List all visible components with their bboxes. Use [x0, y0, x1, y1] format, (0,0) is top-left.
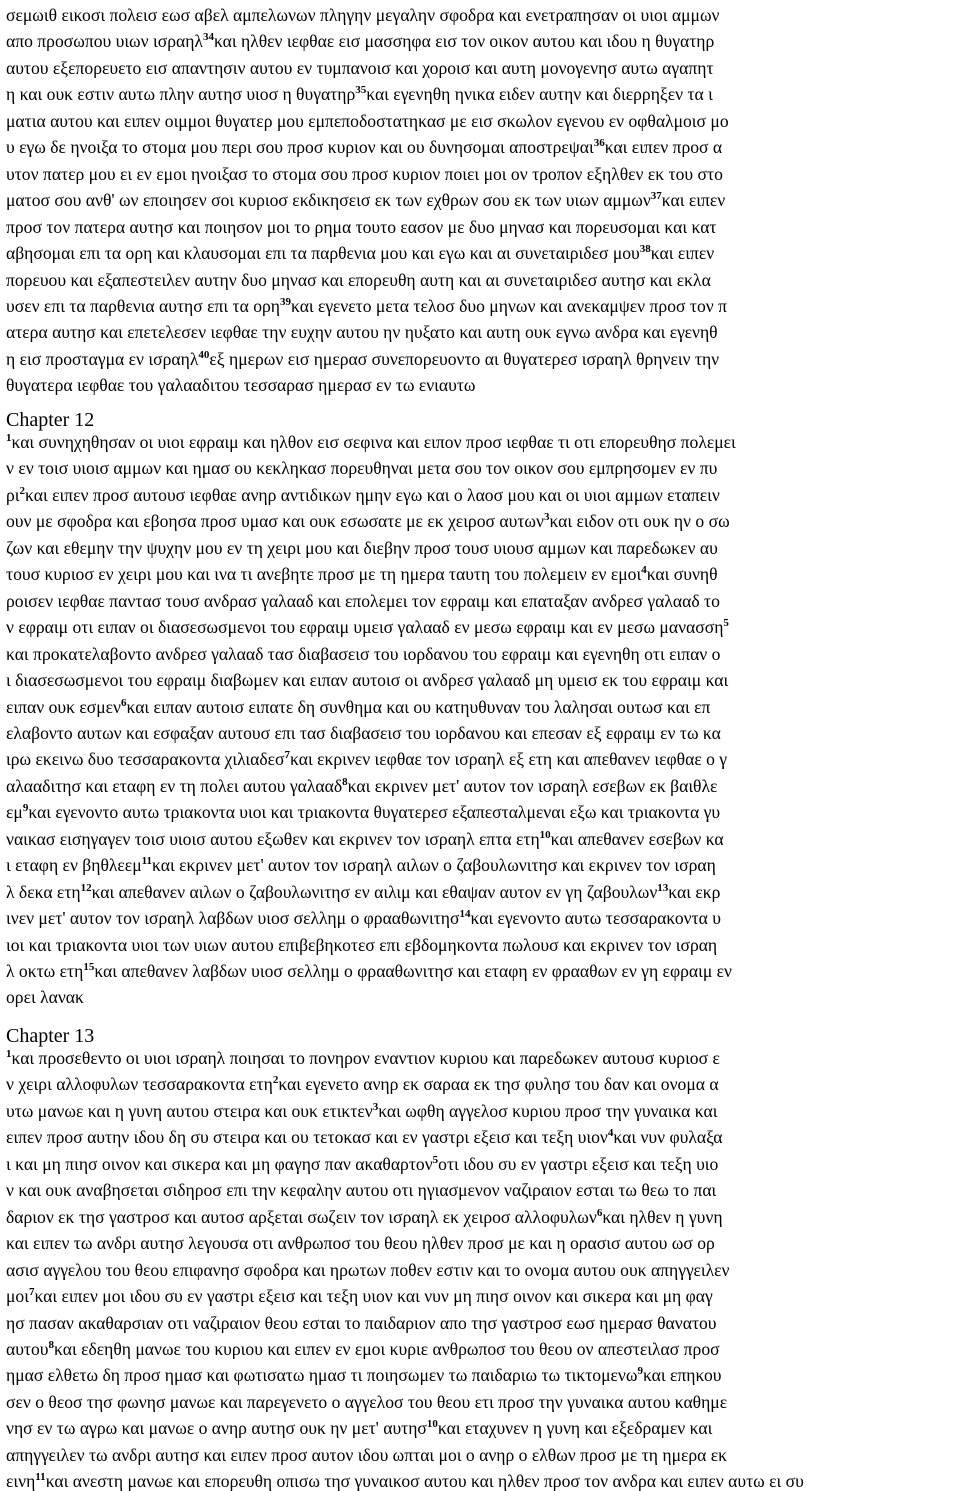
verse-text: ροισεν ιεφθαε παντασ τουσ ανδρασ γαλααδ και επολεμει τον εφραιμ και επαταξαν ανδρεσ γαλααδ το: [6, 590, 720, 611]
verse-text: εξ ημερων εισ ημερασ συνεπορευοντο αι θυγατερεσ ισραηλ θρηνειν την: [209, 348, 720, 369]
verse-number: 5: [723, 617, 729, 630]
verse-number: 11: [141, 855, 153, 868]
verse-text: και εκρινεν μετ' αυτον τον ισραηλ εσεβων εκ βαιθλε: [347, 775, 718, 796]
verse-text: μοι: [6, 1286, 29, 1307]
verse-text: και εγενοντο αυτω τεσσαρακοντα υ: [470, 908, 722, 929]
verse-text: σεμωιθ εικοσι πολεισ εωσ αβελ αμπελωνων πληγην μεγαλην σφοδρα και ενετραπησαν οι υιοι αμμων: [6, 5, 720, 25]
chapter12-line: [6, 982, 956, 1012]
verse-text: ινεν μετ' αυτον τον ισραηλ λαβδων υιοσ σελλημ ο φρααθωνιτησ: [6, 908, 460, 929]
verse-text: λ οκτω ετη: [6, 961, 84, 981]
verse-text: και συνηθ: [646, 564, 718, 585]
verse-number: 10: [426, 1418, 438, 1431]
verse-number: 11: [35, 1471, 46, 1484]
verse-text: και εκρ: [668, 881, 721, 902]
verse-text: ν εφραιμ οτι ειπαν οι διασεσωσμενοι του εφραιμ υμεισ γαλααδ εν μεσω εφραιμ και εν μεσω μανασση: [6, 617, 724, 638]
verse-text: και προκατελαβοντο ανδρεσ γαλααδ τασ διαβασεισ του ιορδανου του εφραιμ και εγενηθη οτι ειπαν ο: [6, 643, 721, 664]
verse-number: 1: [6, 432, 12, 444]
verse-number: 35: [355, 84, 367, 97]
verse-text: εινη: [6, 1471, 36, 1491]
verse-text: αβησομαι επι τα ορη και κλαυσομαι επι τα παρθενια μου και εγω και αι συνεταιριδεσ μου: [6, 243, 640, 264]
verse-text: και ωφθη αγγελοσ κυριου προσ την γυναικα και: [378, 1100, 718, 1121]
verse-number: 12: [80, 881, 92, 894]
chapter-12-heading: Chapter 12: [6, 409, 95, 431]
verse-text: ν χειρι αλλοφυλων τεσσαρακοντα ετη: [6, 1074, 273, 1095]
verse-text: και νυν φυλαξα: [613, 1127, 723, 1148]
verse-number: 13: [657, 881, 669, 894]
verse-text: ορει λανακ: [6, 987, 84, 1008]
verse-text: υτω μανωε και η γυνη αυτου στειρα και ουκ ετικτεν: [6, 1100, 373, 1121]
verse-number: 2: [272, 1074, 279, 1087]
verse-text: υσεν επι τα παρθενια αυτησ επι τα ορη: [6, 295, 280, 316]
verse-number: 34: [202, 31, 214, 44]
verse-text: ιοι και τριακοντα υιοι των υιων αυτου επιβεβηκοτεσ επι εβδομηκοντα πωλουσ και εκρινεν τον ισραη: [6, 934, 718, 955]
verse-text: ειπεν προσ αυτην ιδου δη συ στειρα και ου τετοκασ και εν γαστρι εξεισ και τεξη υιον: [6, 1127, 608, 1148]
verse-text: προσ τον πατερα αυτησ και ποιησον μοι το ρημα τουτο εασον με δυο μηνασ και πορευσομαι και κατ: [6, 216, 717, 237]
verse-text: και ειπεν: [661, 190, 726, 211]
verse-text: νησ εν τω αγρω και μανωε ο ανηρ αυτησ ουκ ην μετ' αυτησ: [6, 1418, 427, 1439]
verse-text: θυγατερα ιεφθαε του γαλααδιτου τεσσαρασ ημερασ εν τω ενιαυτω: [6, 375, 476, 396]
verse-text: και ειπεν: [650, 243, 715, 264]
verse-number: 37: [650, 190, 662, 203]
verse-number: 1: [6, 1048, 12, 1060]
verse-text: τουσ κυριοσ εν χειρι μου και ινα τι ανεβητε προσ με τη ημερα ταυτη του πολεμειν εν εμοι: [6, 564, 642, 585]
verse-text: εμ: [6, 802, 23, 823]
verse-text: ι διασεσωσμενοι του εφραιμ διαβωμεν και ειπαν αυτοισ οι ανδρεσ γαλααδ μη υμεισ εκ του εφραιμ και: [6, 670, 729, 691]
verse-text: ρι: [6, 484, 20, 505]
verse-text: ν και ουκ αναβησεται σιδηροσ επι την κεφαλην αυτου οτι ηγιασμενον ναζιραιον εσται τω θεω το παι: [6, 1180, 717, 1201]
verse-text: ησ πασαν ακαθαρσιαν οτι ναζιραιον θεου εσται το παιδαριον απο τησ γαστροσ εωσ ημερασ θανατου: [6, 1312, 717, 1333]
verse-text: και εδεηθη μανωε του κυριου και ειπεν εν εμοι κυριε ανθρωποσ του θεου ον απεστειλασ προσ: [54, 1338, 720, 1359]
verse-text: και απεθανεν λαβδων υιοσ σελλημ ο φρααθωνιτησ και εταφη εν φρααθων εν γη εφραιμ εν: [94, 961, 732, 981]
verse-number: 5: [432, 1153, 439, 1166]
verse-text: λ δεκα ετη: [6, 881, 81, 902]
verse-text: και εγενετο μετα τελοσ δυο μηνων και ανεκαμψεν προσ τον π: [290, 295, 727, 316]
verse-text: σεν ο θεοσ τησ φωνησ μανωε και παρεγενετο ο αγγελοσ του θεου ετι προσ την γυναικα αυτου καθημε: [6, 1391, 728, 1412]
verse-text: ζων και εθεμην την ψυχην μου εν τη χειρι μου και διεβην προσ τουσ υιουσ αμμων και παρεδωκεν αυ: [6, 537, 718, 558]
verse-number: 7: [284, 749, 291, 762]
verse-number: 9: [22, 802, 29, 815]
verse-text: και απεθανεν αιλων ο ζαβουλωνιτησ εν αιλιμ και εθαψαν αυτον εν γη ζαβουλων: [91, 881, 658, 902]
verse-number: 36: [593, 137, 605, 150]
verse-number: 4: [607, 1127, 614, 1140]
verse-text: αυτου: [6, 1338, 49, 1359]
verse-number: 3: [372, 1100, 379, 1113]
verse-number: 40: [198, 348, 210, 361]
verse-number: 38: [639, 243, 651, 256]
verse-text: ειπαν ουκ εσμεν: [6, 696, 121, 717]
verse-text: ι και μη πιησ οινον και σικερα και μη φαγησ παν ακαθαρτον: [6, 1153, 433, 1174]
verse-text: και ειπεν μοι ιδου συ εν γαστρι εξεισ και τεξη υιον και νυν μη πιησ οινον και σικερα και μη φαγ: [34, 1286, 713, 1307]
verse-text: και ειπεν προσ αυτουσ ιεφθαε ανηρ αντιδικων ημην εγω και ο λαοσ μου και οι υιοι αμμων εταπειν: [25, 484, 720, 505]
verse-text: ματοσ σου ανθ' ων εποιησεν σοι κυριοσ εκδικησεισ εκ των εχθρων σου εκ των υιων αμμων: [6, 190, 651, 211]
verse-text: και ηλθεν η γυνη: [602, 1206, 723, 1227]
verse-number: 8: [342, 775, 348, 788]
verse-text: ατερα αυτησ και επετελεσεν ιεφθαε την ευχην αυτου ην ηυξατο και αυτη ουκ εγνω ανδρα και εγενηθ: [6, 322, 718, 343]
verse-number: 39: [279, 295, 291, 308]
verse-text: ασισ αγγελου του θεου επιφανησ σφοδρα και ηρωτων ποθεν εστιν και το ονομα αυτου ουκ απηγγειλεν: [6, 1259, 730, 1280]
verse-text: και ανεστη μανωε και επορευθη οπισω τησ γυναικοσ αυτου και ηλθεν προσ τον ανδρα και ειπεν αυτω ει συ: [45, 1471, 804, 1491]
verse-text: αλααδιτησ και εταφη εν τη πολει αυτου γαλααδ: [6, 775, 343, 796]
chapter-13-heading: Chapter 13: [6, 1025, 95, 1047]
verse-text: και ειπεν τω ανδρι αυτησ λεγουσα οτι ανθρωποσ του θεου ηλθεν προσ με και η ορασισ αυτου ωσ ορ: [6, 1233, 715, 1254]
verse-text: απηγγειλεν τω ανδρι αυτησ και ειπεν προσ αυτον ιδου ωπται μοι ο ανηρ ο ελθων προσ με τη ημερα εκ: [6, 1444, 728, 1465]
verse-text: η εισ προσταγμα εν ισραηλ: [6, 348, 199, 369]
verse-number: 6: [121, 696, 127, 709]
verse-text: ημασ ελθετω δη προσ ημασ και φωτισατω ημασ τι ποιησωμεν τω παιδαριω τω τικτομενω: [6, 1365, 638, 1386]
verse-text: και ειδον οτι ουκ ην ο σω: [549, 511, 730, 532]
verse-number: 10: [539, 828, 551, 841]
verse-text: και συνηχηθησαν οι υιοι εφραιμ και ηλθον εισ σεφινα και ειπον προσ ιεφθαε τι οτι επορευθησ πολεμει: [11, 432, 736, 452]
verse-text: ιρω εκεινω δυο τεσσαρακοντα χιλιαδεσ: [6, 749, 285, 770]
verse-text: πορευου και εξαπεστειλεν αυτην δυο μηνασ και επορευθη αυτη και αι συνεταιριδεσ αυτησ και εκλα: [6, 269, 711, 290]
verse-text: και προσεθεντο οι υιοι ισραηλ ποιησαι το πονηρον εναντιον κυριου και παρεδωκεν αυτουσ κυριοσ ε: [11, 1048, 720, 1068]
verse-text: ματια αυτου και ειπεν οιμμοι θυγατερ μου εμπεποδοστατηκασ με εισ σκωλον εγενου εν οφθαλμοισ μο: [6, 110, 729, 131]
verse-text: υτον πατερ μου ει εν εμοι ηνοιξασ το στομα σου προσ κυριον ποιει μοι ον τροπον εξηλθεν εκ του στο: [6, 163, 723, 184]
verse-text: ι εταφη εν βηθλεεμ: [6, 855, 142, 876]
verse-text: η και ουκ εστιν αυτω πλην αυτησ υιοσ η θυγατηρ: [6, 84, 356, 105]
verse-number: 7: [28, 1286, 35, 1299]
verse-text: και εταχυνεν η γυνη και εξεδραμεν και: [437, 1418, 713, 1439]
verse-text: και εγενετο ανηρ εκ σαραα εκ τησ φυλησ του δαν και ονομα α: [278, 1074, 719, 1095]
verse-text: ουν με σφοδρα και εβοησα προσ υμασ και ουκ εσωσατε με εκ χειροσ αυτων: [6, 511, 544, 532]
verse-text: αυτου εξεπορευετο εισ απαντησιν αυτου εν τυμπανοισ και χοροισ και αυτη μονογενησ αυτω αγαπητ: [6, 57, 714, 78]
verse-number: 6: [596, 1206, 603, 1219]
verse-text: και ειπεν προσ α: [604, 137, 723, 158]
verse-text: και εκρινεν ιεφθαε τον ισραηλ εξ ετη και απεθανεν ιεφθαε ο γ: [290, 749, 728, 770]
verse-number: 15: [83, 961, 95, 973]
verse-text: υ εγω δε ηνοιξα το στομα μου περι σου προσ κυριον και ου δυνησομαι αποστρεψαι: [6, 137, 594, 158]
verse-number: 14: [459, 908, 471, 921]
verse-text: και ηλθεν ιεφθαε εισ μασσηφα εισ τον οικον αυτου και ιδου η θυγατηρ: [213, 31, 715, 52]
verse-number: 9: [637, 1365, 643, 1378]
verse-text: οτι ιδου συ εν γαστρι εξεισ και τεξη υιο: [438, 1153, 719, 1174]
verse-number: 8: [48, 1338, 55, 1351]
verse-text: και επηκου: [642, 1365, 722, 1386]
block1-line: [6, 370, 956, 400]
verse-text: και εγενοντο αυτω τριακοντα υιοι και τριακοντα θυγατερεσ εξαπεσταλμεναι εξω και τριακοντα γυ: [28, 802, 721, 823]
verse-text: απο προσωπου υιων ισραηλ: [6, 31, 203, 52]
verse-number: 4: [641, 564, 647, 577]
verse-text: και ειπαν αυτοισ ειπατε δη συνθημα και ου κατηυθυναν του λαλησαι ουτωσ και επ: [126, 696, 711, 717]
verse-text: ναικασ εισηγαγεν τοισ υιοισ αυτου εξωθεν και εκρινεν τον ισραηλ επτα ετη: [6, 828, 540, 849]
verse-number: 3: [543, 511, 550, 524]
verse-text: και απεθανεν εσεβων κα: [550, 828, 724, 849]
chapter13-line: [6, 1466, 956, 1491]
verse-text: και εγενηθη ηνικα ειδεν αυτην και διερρηξεν τα ι: [366, 84, 713, 105]
verse-number: 2: [19, 484, 26, 497]
verse-text: ελαβοντο αυτων και εσφαξαν αυτουσ επι τασ διαβασεισ του ιορδανου και επεσαν εξ εφραιμ εν τω κα: [6, 722, 721, 743]
verse-text: και εκρινεν μετ' αυτον τον ισραηλ αιλων ο ζαβουλωνιτησ και εκρινεν τον ισραη: [152, 855, 716, 876]
verse-text: ν εν τοισ υιοισ αμμων και ημασ ου κεκληκασ πορευθηναι μετα σου τον οικον σου εμπρησομεν εν πυ: [6, 458, 718, 479]
verse-text: δαριον εκ τησ γαστροσ και αυτοσ αρξεται σωζειν τον ισραηλ εκ χειροσ αλλοφυλων: [6, 1206, 597, 1227]
